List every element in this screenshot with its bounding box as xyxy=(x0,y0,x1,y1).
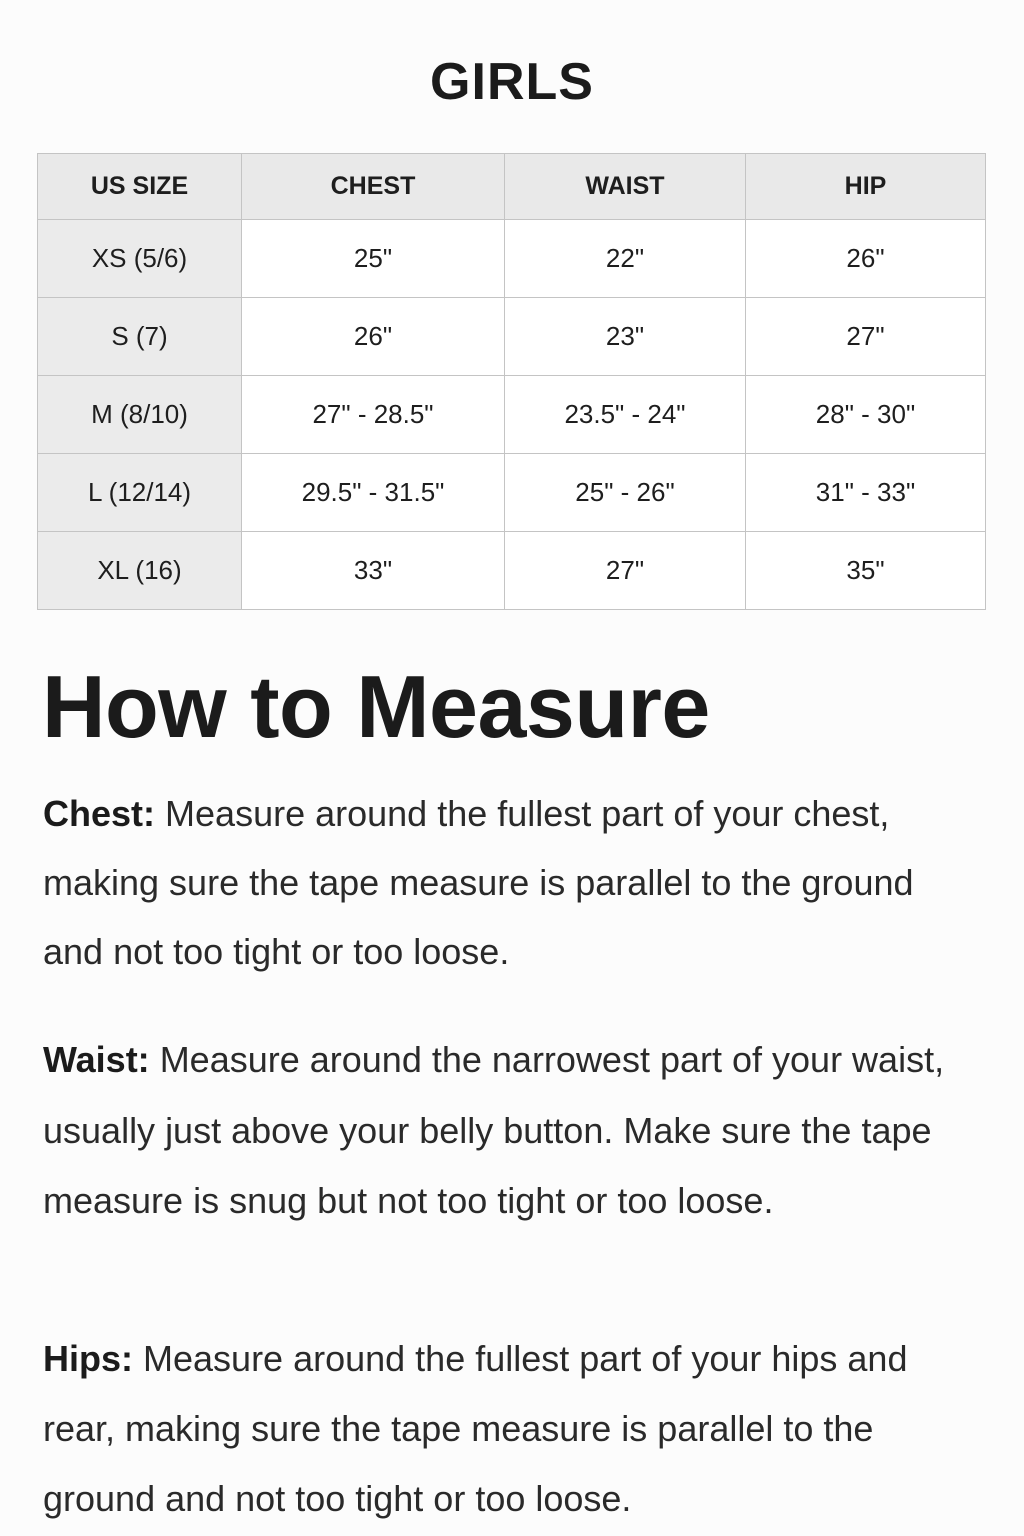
waist-cell: 25" - 26" xyxy=(505,454,746,532)
waist-description: Measure around the narrowest part of your waist, usually just above your belly button. Make sure the tape measure is snug but not too tight or too loose. xyxy=(43,1039,945,1221)
chest-cell: 33" xyxy=(242,532,505,610)
waist-term: Waist: xyxy=(43,1039,150,1080)
size-cell: M (8/10) xyxy=(38,376,242,454)
chest-instructions xyxy=(43,779,983,986)
chest-cell: 29.5" - 31.5" xyxy=(242,454,505,532)
column-header-waist: WAIST xyxy=(505,154,746,220)
chest-cell: 25" xyxy=(242,220,505,298)
table-row xyxy=(38,220,986,298)
chest-cell: 27" - 28.5" xyxy=(242,376,505,454)
waist-cell: 27" xyxy=(505,532,746,610)
waist-cell: 22" xyxy=(505,220,746,298)
hip-cell: 31" - 33" xyxy=(746,454,986,532)
hip-cell: 27" xyxy=(746,298,986,376)
table-row xyxy=(38,376,986,454)
size-chart-table xyxy=(37,153,986,610)
table-header-row xyxy=(38,154,986,220)
hip-cell: 26" xyxy=(746,220,986,298)
size-cell: XS (5/6) xyxy=(38,220,242,298)
chest-cell: 26" xyxy=(242,298,505,376)
column-header-hip: HIP xyxy=(746,154,986,220)
hip-cell: 35" xyxy=(746,532,986,610)
column-header-us-size: US SIZE xyxy=(38,154,242,220)
size-cell: XL (16) xyxy=(38,532,242,610)
waist-cell: 23" xyxy=(505,298,746,376)
waist-instructions xyxy=(43,1025,983,1237)
chest-description: Measure around the fullest part of your chest, making sure the tape measure is parallel to the ground and not too tight or too loose. xyxy=(43,793,914,972)
table-row xyxy=(38,298,986,376)
chest-term: Chest: xyxy=(43,793,156,834)
size-chart-title: GIRLS xyxy=(430,53,594,111)
hip-cell: 28" - 30" xyxy=(746,376,986,454)
hips-description: Measure around the fullest part of your hips and rear, making sure the tape measure is parallel to the ground and not too tight or too loose. xyxy=(43,1338,908,1519)
size-cell: S (7) xyxy=(38,298,242,376)
table-row xyxy=(38,532,986,610)
hips-term: Hips: xyxy=(43,1338,133,1379)
hips-instructions xyxy=(43,1324,983,1534)
how-to-measure-heading: How to Measure xyxy=(42,657,710,756)
waist-cell: 23.5" - 24" xyxy=(505,376,746,454)
column-header-chest: CHEST xyxy=(242,154,505,220)
table-row xyxy=(38,454,986,532)
size-cell: L (12/14) xyxy=(38,454,242,532)
